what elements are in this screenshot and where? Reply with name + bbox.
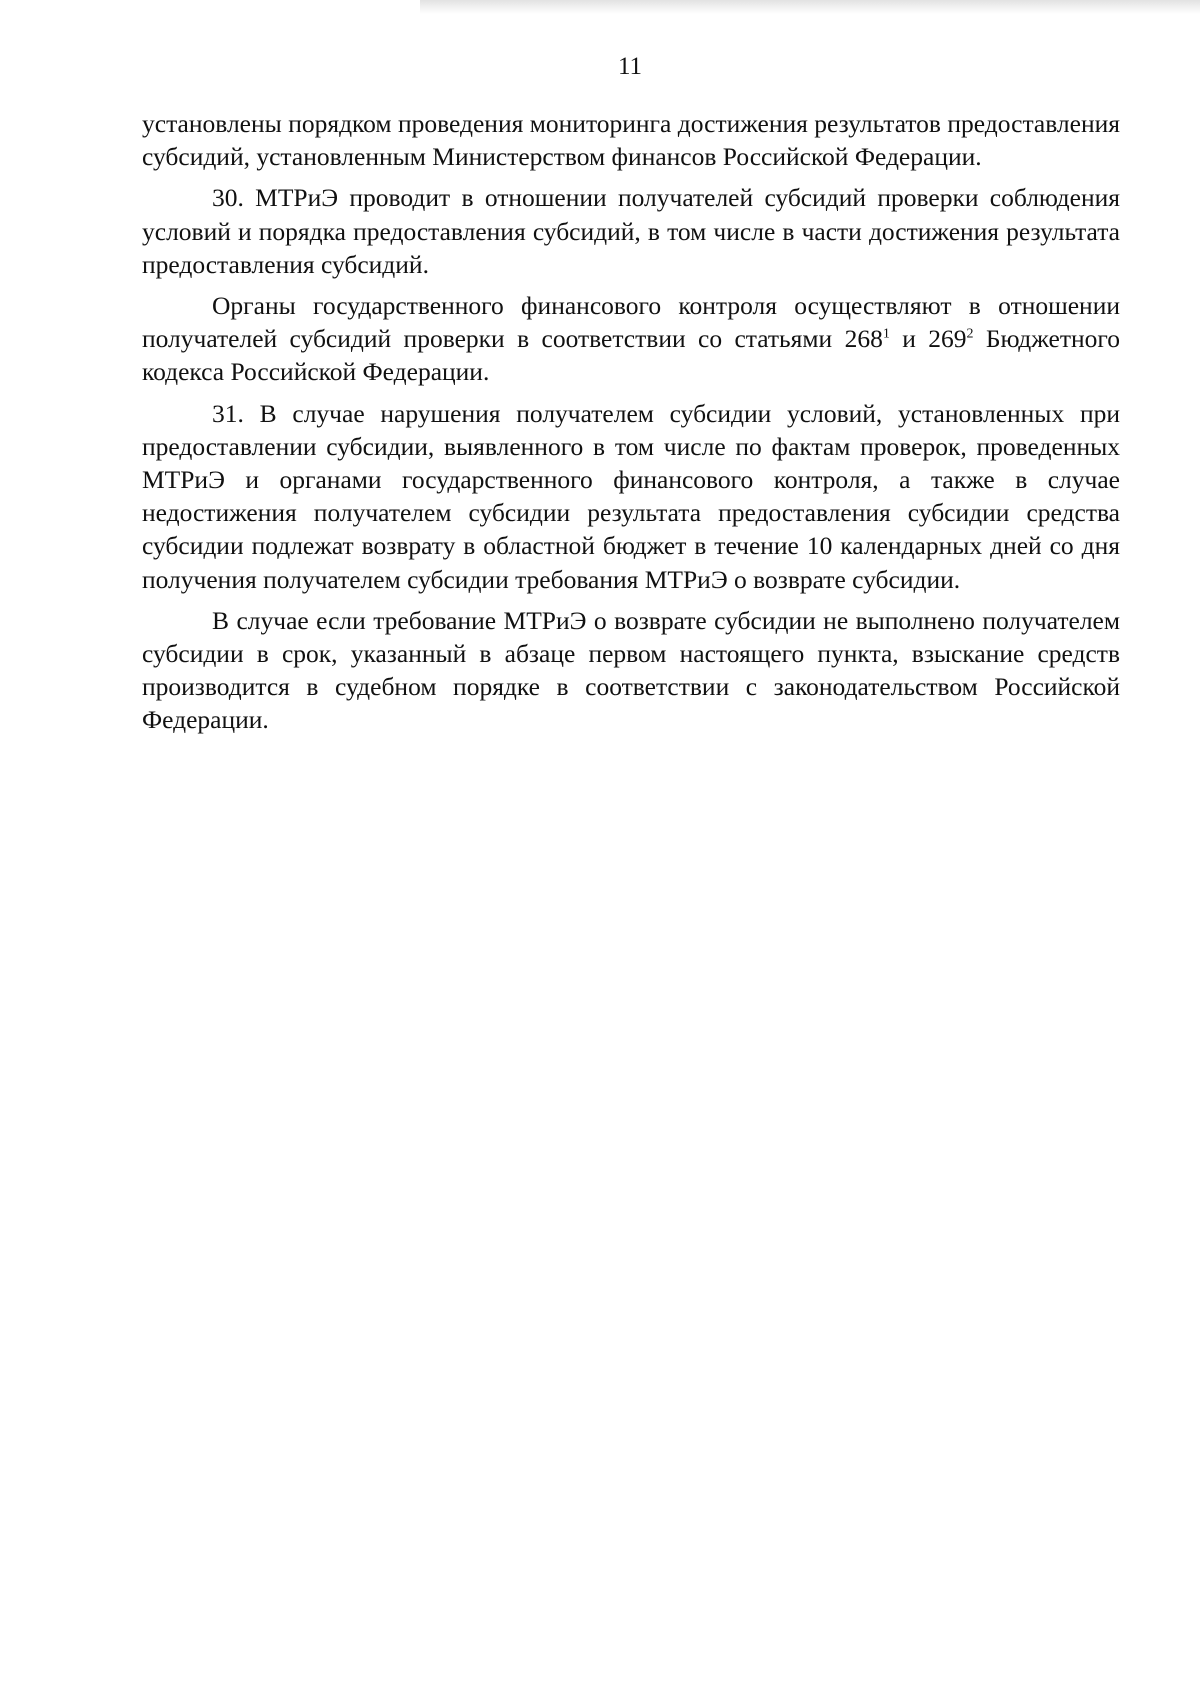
paragraph-item-31: 31. В случае нарушения получателем субсидии условий, установленных при предоставлении субсидии, выявленного в том числе по фактам проверок, проведенных МТРиЭ и органами государственного финансового контроля, а также в случае недостижения получателем субсидии результата предоставления субсидии средства субсидии подлежат возврату в областной бюджет в течение 10 календарных дней со дня получения получателем субсидии требования МТРиЭ о возврате субсидии. (142, 398, 1120, 594)
article-superscript-2: 2 (966, 326, 974, 342)
paragraph-continuation: установлены порядком проведения мониторинга достижения результатов предоставления субсидий, установленным Министерством финансов Российской Федерации. (142, 109, 1120, 172)
paragraph-control-bodies-text-end: Бюджетного кодекса Российской Федерации. (142, 324, 1120, 387)
paragraph-control-bodies-text-start: Органы государственного финансового контроля осуществляют в отношении получателей субсидий проверки в соответствии со статьями 268 (142, 291, 1120, 354)
paragraph-control-bodies (142, 289, 1120, 389)
paragraph-recovery: В случае если требование МТРиЭ о возврате субсидии не выполнено получателем субсидии в срок, указанный в абзаце первом настоящего пункта, взыскание средств производится в судебном порядке в соответствии с законодательством Российской Федерации. (142, 605, 1120, 735)
article-superscript-1: 1 (882, 326, 890, 342)
document-body (142, 107, 1120, 737)
paragraph-control-bodies-text-middle: и 269 (889, 324, 967, 354)
page-number: 11 (617, 53, 643, 80)
paragraph-item-30: 30. МТРиЭ проводит в отношении получателей субсидий проверки соблюдения условий и порядка предоставления субсидий, в том числе в части достижения результата предоставления субсидий. (142, 183, 1120, 279)
scan-edge-artifact (420, 0, 1200, 14)
